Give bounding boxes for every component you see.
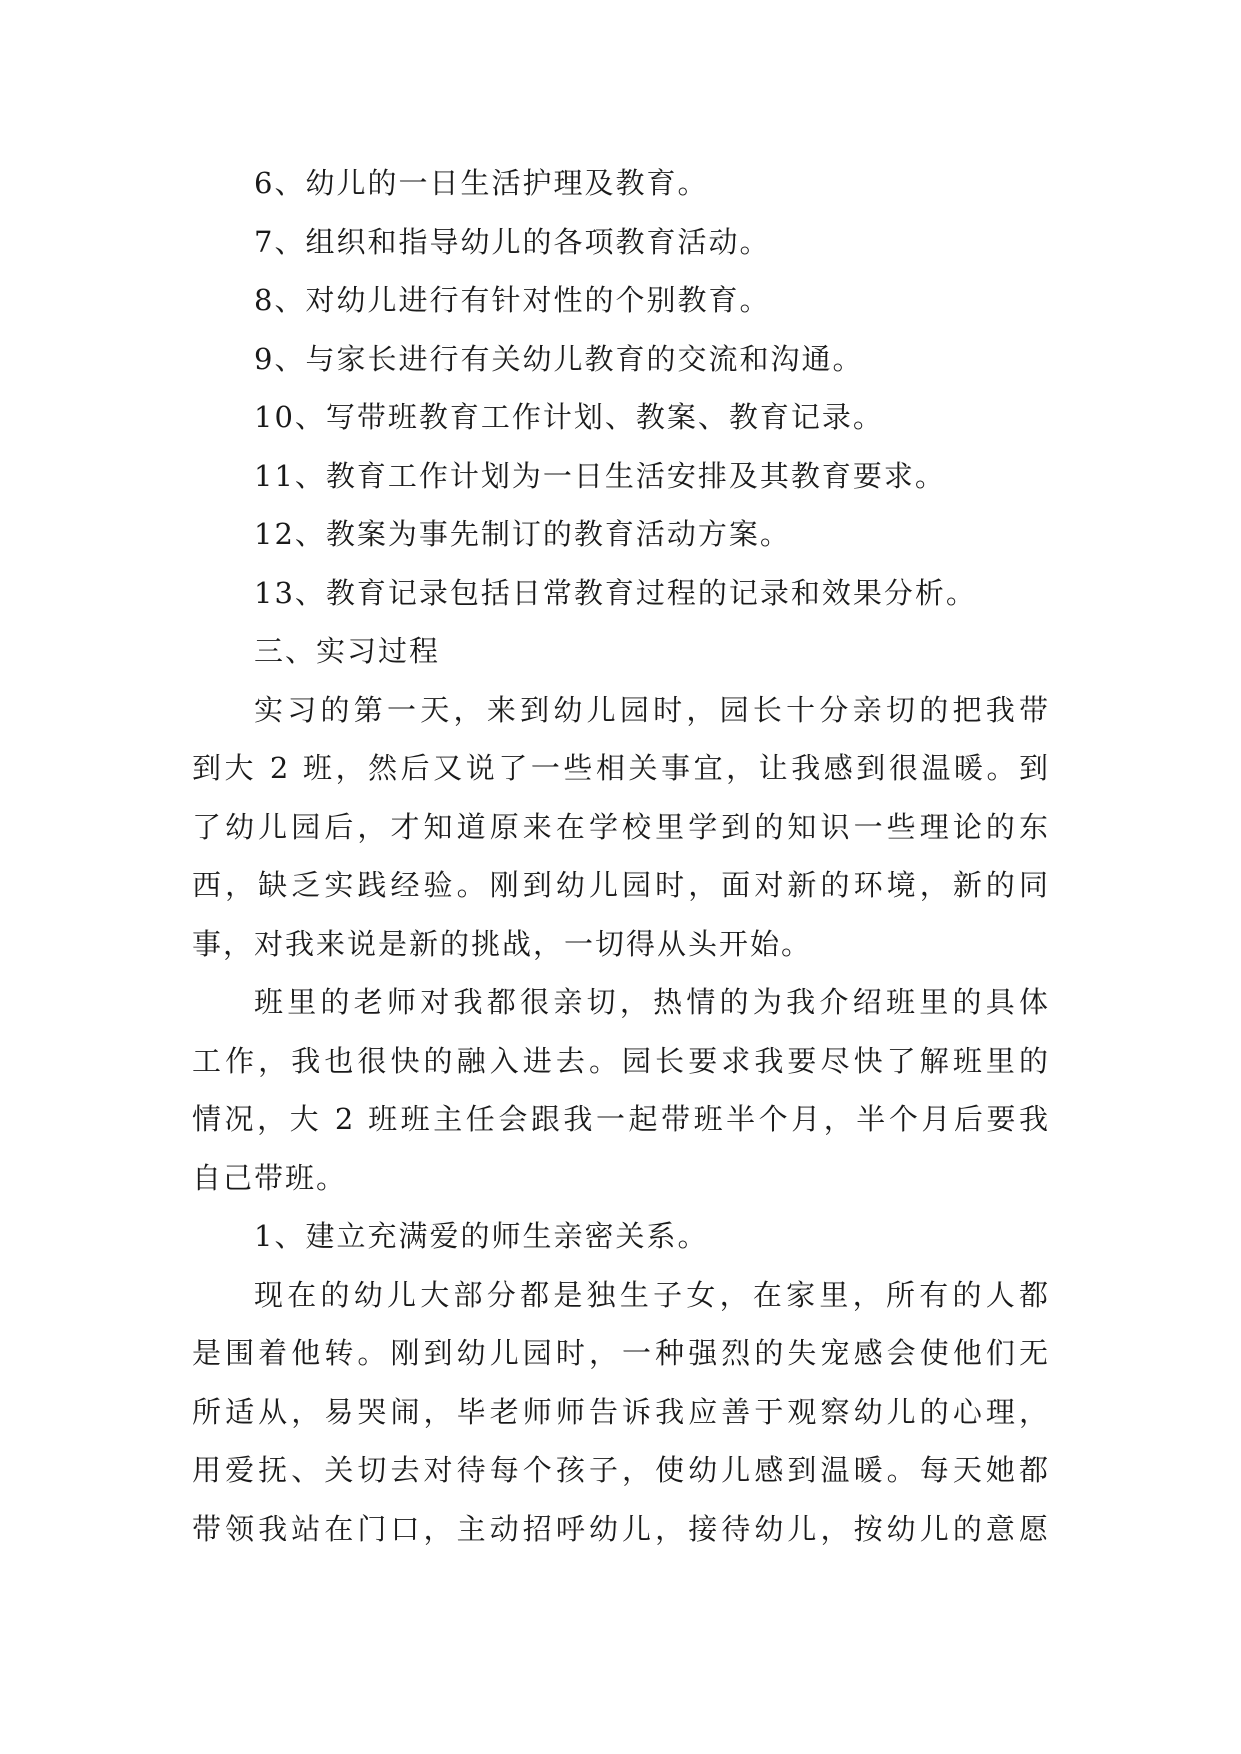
paragraph-line: 班里的老师对我都很亲切，热情的为我介绍班里的具体 [254, 985, 1050, 1019]
list-item-9: 9、与家长进行有关幼儿教育的交流和沟通。 [254, 341, 864, 376]
list-item-7: 7、组织和指导幼儿的各项教育活动。 [254, 224, 771, 259]
section-heading: 三、实习过程 [254, 634, 441, 668]
paragraph-line: 用爱抚、关切去对待每个孩子，使幼儿感到温暖。每天她都 [192, 1453, 1050, 1487]
paragraph-line: 自己带班。 [192, 1160, 348, 1195]
paragraph-line: 带领我站在门口，主动招呼幼儿，接待幼儿，按幼儿的意愿 [192, 1511, 1050, 1546]
subsection-heading: 1、建立充满爱的师生亲密关系。 [254, 1219, 709, 1253]
paragraph-line: 实习的第一天，来到幼儿园时，园长十分亲切的把我带 [254, 692, 1050, 727]
list-item-13: 13、教育记录包括日常教育过程的记录和效果分析。 [254, 575, 977, 610]
document-body [192, 154, 1050, 1558]
paragraph-line: 所适从，易哭闹，毕老师师告诉我应善于观察幼儿的心理， [192, 1394, 1050, 1429]
list-item-8: 8、对幼儿进行有针对性的个别教育。 [254, 283, 771, 317]
list-item-11: 11、教育工作计划为一日生活安排及其教育要求。 [254, 458, 946, 493]
list-item-10: 10、写带班教育工作计划、教案、教育记录。 [254, 400, 884, 434]
paragraph-line: 是围着他转。刚到幼儿园时，一种强烈的失宠感会使他们无 [192, 1336, 1050, 1370]
paragraph-line: 到大 2 班，然后又说了一些相关事宜，让我感到很温暖。到 [192, 751, 1050, 785]
list-item-6: 6、幼儿的一日生活护理及教育。 [254, 166, 709, 200]
list-item-12: 12、教案为事先制订的教育活动方案。 [254, 517, 791, 551]
paragraph-line: 现在的幼儿大部分都是独生子女，在家里，所有的人都 [254, 1277, 1050, 1312]
paragraph-line: 情况，大 2 班班主任会跟我一起带班半个月，半个月后要我 [192, 1102, 1050, 1136]
paragraph-line: 事，对我来说是新的挑战，一切得从头开始。 [192, 926, 813, 961]
paragraph-line: 西，缺乏实践经验。刚到幼儿园时，面对新的环境，新的同 [192, 868, 1050, 902]
paragraph-line: 了幼儿园后，才知道原来在学校里学到的知识一些理论的东 [192, 809, 1050, 844]
paragraph-line: 工作，我也很快的融入进去。园长要求我要尽快了解班里的 [192, 1043, 1050, 1078]
